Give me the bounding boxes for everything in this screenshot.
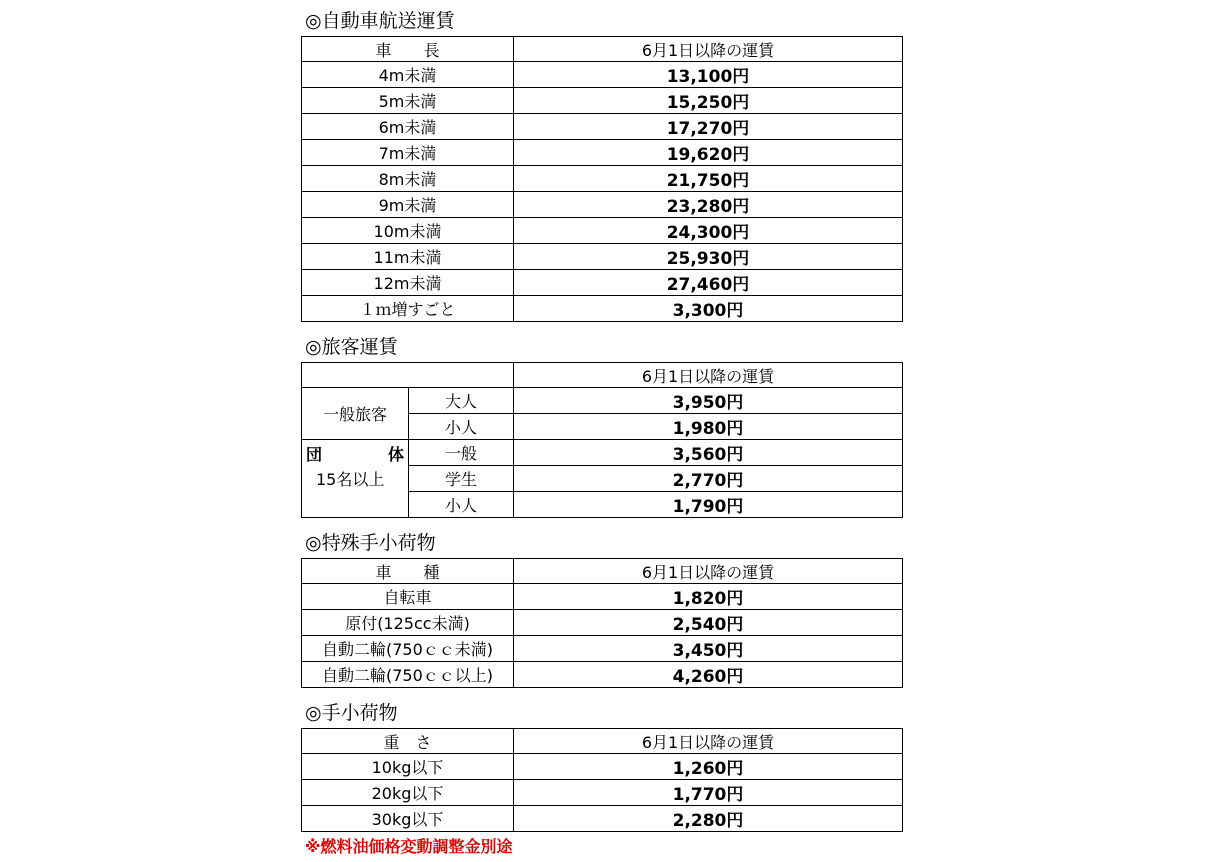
special-baggage-title: ◎特殊手小荷物 <box>305 532 436 554</box>
table-row <box>302 270 903 296</box>
row-label: 大人 <box>409 388 514 414</box>
row-price: 4,260円 <box>514 662 903 688</box>
car-fare-table <box>301 36 903 322</box>
row-label: 11m未満 <box>302 244 514 270</box>
special-baggage-table <box>301 558 903 688</box>
row-label: 自動二輪(750ｃｃ未満) <box>302 636 514 662</box>
row-price: 17,270円 <box>514 114 903 140</box>
row-label: 6m未満 <box>302 114 514 140</box>
row-price: 21,750円 <box>514 166 903 192</box>
row-price: 13,100円 <box>514 62 903 88</box>
baggage-table <box>301 728 903 832</box>
row-label: 小人 <box>409 492 514 518</box>
table-row <box>302 754 903 780</box>
row-label: 8m未満 <box>302 166 514 192</box>
group-label-cell <box>302 440 409 518</box>
table-row <box>302 610 903 636</box>
table-row <box>302 780 903 806</box>
row-label: 9m未満 <box>302 192 514 218</box>
row-label: 12m未満 <box>302 270 514 296</box>
row-label: 4m未満 <box>302 62 514 88</box>
row-label: 一般 <box>409 440 514 466</box>
empty-header-cell <box>302 363 514 388</box>
passenger-fare-table <box>301 362 903 518</box>
table-row <box>302 192 903 218</box>
fare-header: 6月1日以降の運賃 <box>514 729 903 754</box>
row-price: 3,450円 <box>514 636 903 662</box>
row-price: 3,950円 <box>514 388 903 414</box>
row-price: 2,540円 <box>514 610 903 636</box>
table-row <box>302 440 903 466</box>
group-label <box>302 440 408 465</box>
row-price: 3,560円 <box>514 440 903 466</box>
table-row <box>302 62 903 88</box>
row-label: 20kg以下 <box>302 780 514 806</box>
fuel-surcharge-note: ※燃料油価格変動調整金別途 <box>305 837 513 856</box>
car-fare-title: ◎自動車航送運賃 <box>305 10 455 32</box>
table-header-row <box>302 559 903 584</box>
table-row <box>302 218 903 244</box>
fare-header: 6月1日以降の運賃 <box>514 37 903 62</box>
row-label: 自動二輪(750ｃｃ以上) <box>302 662 514 688</box>
row-label: 30kg以下 <box>302 806 514 832</box>
table-row <box>302 636 903 662</box>
row-price: 23,280円 <box>514 192 903 218</box>
row-price: 1,770円 <box>514 780 903 806</box>
fare-header: 6月1日以降の運賃 <box>514 363 903 388</box>
row-price: 15,250円 <box>514 88 903 114</box>
baggage-title: ◎手小荷物 <box>305 702 398 724</box>
row-label: 小人 <box>409 414 514 440</box>
row-price: 19,620円 <box>514 140 903 166</box>
row-label: 7m未満 <box>302 140 514 166</box>
car-length-header: 車 長 <box>302 37 514 62</box>
group-label-right: 体 <box>387 445 404 464</box>
fare-document <box>301 6 902 862</box>
row-price: 25,930円 <box>514 244 903 270</box>
general-passenger-label: 一般旅客 <box>302 388 409 440</box>
row-label: 原付(125cc未満) <box>302 610 514 636</box>
row-price: 1,790円 <box>514 492 903 518</box>
group-label-left: 団 <box>306 445 323 464</box>
row-price: 24,300円 <box>514 218 903 244</box>
row-label: 学生 <box>409 466 514 492</box>
table-header-row <box>302 729 903 754</box>
row-label: １ｍ増すごと <box>302 296 514 322</box>
row-price: 1,820円 <box>514 584 903 610</box>
table-row <box>302 244 903 270</box>
row-label: 5m未満 <box>302 88 514 114</box>
row-price: 2,280円 <box>514 806 903 832</box>
row-label: 自転車 <box>302 584 514 610</box>
table-row <box>302 114 903 140</box>
vehicle-type-header: 車 種 <box>302 559 514 584</box>
row-price: 2,770円 <box>514 466 903 492</box>
row-price: 27,460円 <box>514 270 903 296</box>
table-header-row <box>302 363 903 388</box>
table-row <box>302 662 903 688</box>
table-header-row <box>302 37 903 62</box>
row-price: 1,980円 <box>514 414 903 440</box>
passenger-fare-title: ◎旅客運賃 <box>305 336 398 358</box>
row-label: 10kg以下 <box>302 754 514 780</box>
row-price: 3,300円 <box>514 296 903 322</box>
row-price: 1,260円 <box>514 754 903 780</box>
fare-header: 6月1日以降の運賃 <box>514 559 903 584</box>
row-label: 10m未満 <box>302 218 514 244</box>
table-row <box>302 296 903 322</box>
group-size-label: 15名以上 <box>316 470 385 489</box>
table-row <box>302 88 903 114</box>
weight-header: 重 さ <box>302 729 514 754</box>
table-row <box>302 140 903 166</box>
table-row <box>302 806 903 832</box>
table-row <box>302 584 903 610</box>
table-row <box>302 388 903 414</box>
table-row <box>302 166 903 192</box>
